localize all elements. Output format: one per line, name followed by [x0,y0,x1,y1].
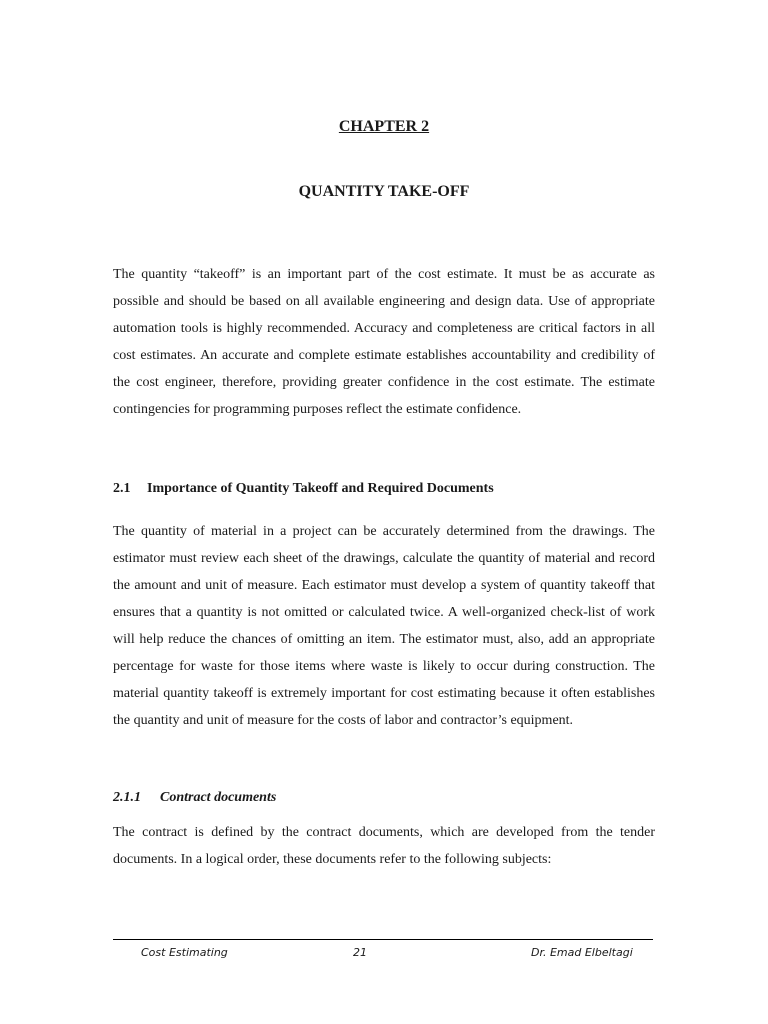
chapter-label: CHAPTER 2 [338,118,430,135]
chapter-title: QUANTITY TAKE-OFF [298,183,470,200]
section-heading-2-1 [113,481,494,497]
section-heading-2-1-1 [113,790,276,806]
section-title: Importance of Quantity Takeoff and Required Documents [147,481,494,496]
subsection-title: Contract documents [160,790,277,805]
intro-paragraph: The quantity “takeoff” is an important part of the cost estimate. It must be as accurate as possible and should be based on all available engineering and design data. Use of appropriate automation tools is highly recommended. Accuracy and completeness are critical factors in all cost estimates. An accurate and complete estimate establishes accountability and credibility of the cost engineer, therefore, providing greater confidence in the cost estimate. The estimate contingencies for programming purposes reflect the estimate confidence. [113,267,655,417]
section-number: 2.1 [113,481,131,496]
subsection-number: 2.1.1 [113,790,141,805]
footer-book-title: Cost Estimating [141,946,228,959]
footer-divider [113,939,653,940]
footer-page-number: 21 [353,946,367,959]
footer-author: Dr. Emad Elbeltagi [531,946,633,959]
importance-paragraph: The quantity of material in a project can be accurately determined from the drawings. The estimator must review each sheet of the drawings, calculate the quantity of material and record the amount and unit of measure. Each estimator must develop a system of quantity takeoff that ensures that a quantity is not omitted or calculated twice. A well-organized check-list of work will help reduce the chances of omitting an item. The estimator must, also, add an appropriate percentage for waste for those items where waste is likely to occur during construction. The material quantity takeoff is extremely important for cost estimating because it often establishes the quantity and unit of measure for the costs of labor and contractor’s equipment. [113,524,655,728]
contract-paragraph: The contract is defined by the contract documents, which are developed from the tender documents. In a logical order, these documents refer to the following subjects: [113,825,655,867]
